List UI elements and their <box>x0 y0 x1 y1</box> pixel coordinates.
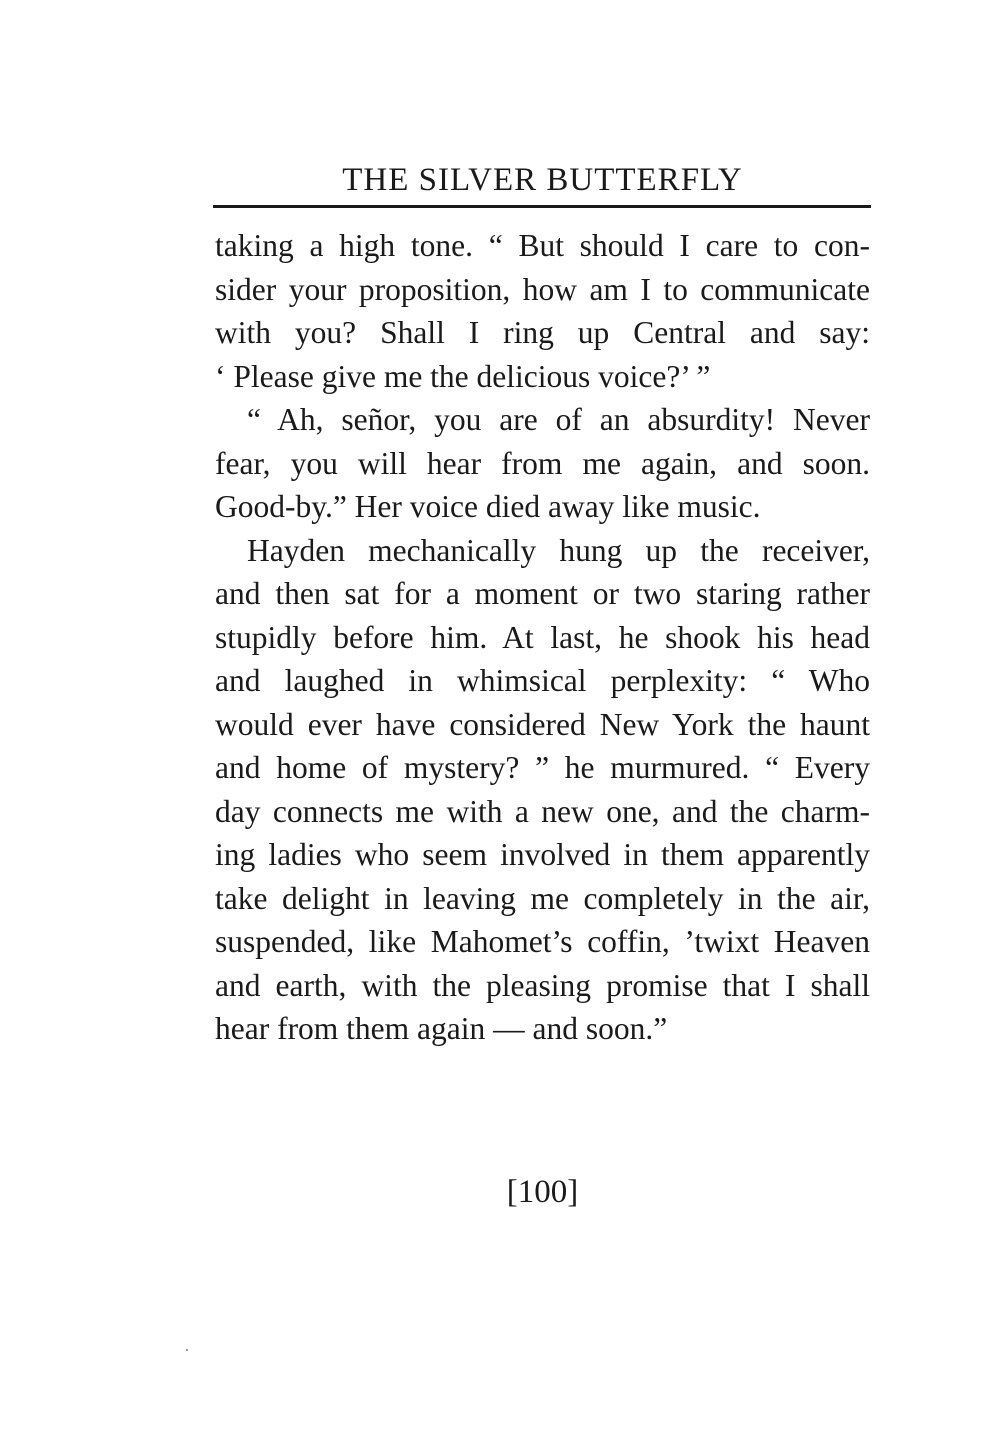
text-line: day connects me with a new one, and the charm- <box>215 793 870 829</box>
text-line: taking a high tone. “ But should I care to con- <box>215 228 870 263</box>
text-line: and laughed in whimsical perplexity: “ Who <box>215 663 870 698</box>
text-line: ing ladies who seem involved in them apparently <box>215 837 870 872</box>
paragraph-1 <box>215 224 870 398</box>
text-line: ‘ Please give me the delicious voice?’ ” <box>215 358 711 394</box>
text-line: Hayden mechanically hung up the receiver, <box>247 532 870 568</box>
text-line: fear, you will hear from me again, and soon. <box>215 445 870 481</box>
text-line: sider your proposition, how am I to communicate <box>215 271 870 307</box>
text-line: and home of mystery? ” he murmured. “ Every <box>215 750 870 785</box>
text-line: would ever have considered New York the haunt <box>215 706 870 742</box>
text-line: “ Ah, señor, you are of an absurdity! Never <box>247 402 870 437</box>
page-number: [100] <box>506 1174 579 1210</box>
running-title: THE SILVER BUTTERFLY <box>342 162 743 198</box>
text-line: with you? Shall I ring up Central and say: <box>215 315 870 350</box>
text-line: and earth, with the pleasing promise that I shall <box>215 967 870 1003</box>
text-line: and then sat for a moment or two staring rather <box>215 576 870 611</box>
header-rule <box>213 205 871 208</box>
body-text <box>215 224 870 1051</box>
text-line: hear from them again — and soon.” <box>215 1011 668 1046</box>
paper-speck <box>186 1349 188 1351</box>
paragraph-2 <box>215 398 870 529</box>
text-line: stupidly before him. At last, he shook his head <box>215 619 870 655</box>
paragraph-3 <box>215 529 870 1051</box>
text-line: Good-by.” Her voice died away like music. <box>215 489 761 524</box>
text-line: suspended, like Mahomet’s coffin, ’twixt Heaven <box>215 924 870 959</box>
text-line: take delight in leaving me completely in the air, <box>215 880 870 916</box>
